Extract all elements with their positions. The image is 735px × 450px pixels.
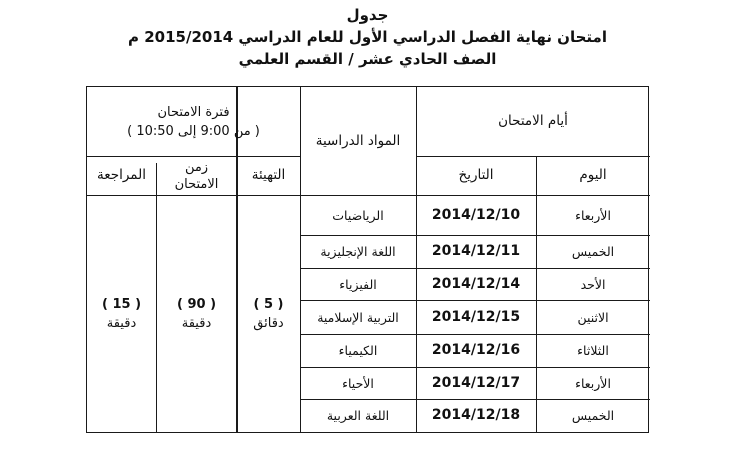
header-exam-duration bbox=[156, 156, 237, 195]
row-date: 2014/12/17 bbox=[431, 374, 521, 391]
exam-schedule-table bbox=[86, 86, 649, 433]
duration-label-line2: الامتحان bbox=[174, 176, 219, 192]
duration-label-line1: زمن bbox=[184, 159, 209, 175]
row-day: الخميس bbox=[571, 408, 615, 423]
prep-unit: دقائق bbox=[253, 315, 284, 331]
row-day: الأربعاء bbox=[575, 207, 611, 223]
row-subject: اللغة العربية bbox=[326, 408, 390, 423]
review-unit: دقيقة bbox=[106, 315, 137, 331]
document-titles bbox=[0, 4, 735, 70]
row-subject: الأحياء bbox=[342, 375, 374, 391]
row-day: الأحد bbox=[580, 276, 606, 292]
row-subject: اللغة الإنجليزية bbox=[320, 244, 396, 259]
header-prep: التهيئة bbox=[251, 167, 286, 183]
exam-time-range: ( من 9:00 إلى 10:50 ) bbox=[127, 123, 260, 139]
prep-value: ( 5 ) bbox=[253, 296, 284, 312]
duration-time-cell bbox=[156, 195, 237, 432]
exam-title: امتحان نهاية الفصل الدراسي الأول للعام الدراسي 2015/2014 م bbox=[128, 28, 607, 46]
header-review: المراجعة bbox=[97, 167, 146, 183]
row-subject: الرياضيات bbox=[332, 207, 384, 223]
review-value: ( 15 ) bbox=[101, 296, 142, 312]
row-date: 2014/12/11 bbox=[431, 243, 521, 259]
row-day: الاثنين bbox=[577, 309, 609, 325]
row-date: 2014/12/14 bbox=[431, 275, 521, 292]
review-time-cell bbox=[87, 195, 156, 432]
row-day: الثلاثاء bbox=[577, 343, 609, 358]
prep-time-cell bbox=[237, 195, 300, 432]
document-title: جدول bbox=[346, 6, 389, 24]
header-exam-days: أيام الامتحان bbox=[498, 113, 568, 129]
duration-value: ( 90 ) bbox=[176, 296, 217, 312]
header-exam-period bbox=[87, 87, 300, 156]
row-subject: الكيمياء bbox=[338, 343, 378, 358]
header-date: التاريخ bbox=[458, 167, 494, 183]
row-subject: الفيزياء bbox=[339, 276, 377, 292]
class-subtitle: الصف الحادي عشر / القسم العلمي bbox=[238, 50, 497, 68]
row-subject: التربية الإسلامية bbox=[317, 309, 399, 325]
exam-period-label: فترة الامتحان bbox=[157, 104, 230, 120]
row-date: 2014/12/10 bbox=[431, 206, 521, 223]
row-day: الخميس bbox=[571, 244, 615, 259]
row-date: 2014/12/18 bbox=[431, 407, 521, 423]
row-day: الأربعاء bbox=[575, 375, 611, 391]
row-date: 2014/12/16 bbox=[431, 342, 521, 358]
row-date: 2014/12/15 bbox=[431, 308, 521, 325]
header-subjects: المواد الدراسية bbox=[315, 132, 401, 149]
duration-unit: دقيقة bbox=[181, 315, 212, 331]
header-day: اليوم bbox=[579, 167, 607, 183]
